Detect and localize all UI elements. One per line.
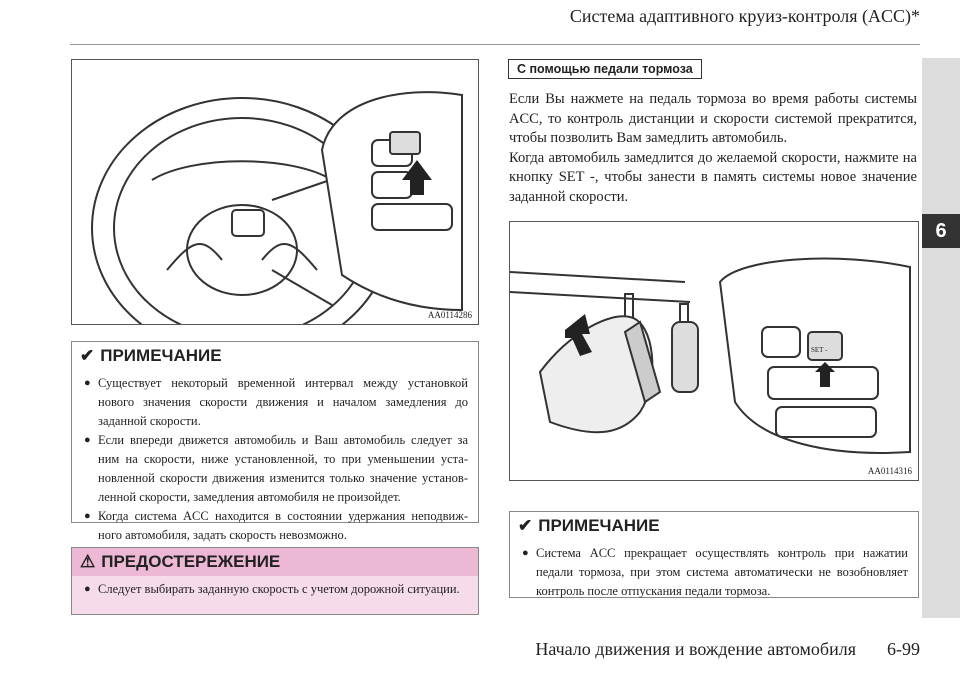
chapter-number-badge: 6 bbox=[922, 214, 960, 248]
note-item: ● Если впереди движется автомобиль и Ваш автомобиль следует за ним на скорости, ниже установленной, то при уменьшении уста-новленной скорости движения изменится только значение установ-ленной скорости, замедления автомобиля не произойдет. bbox=[98, 431, 468, 507]
figure-id: AA0114316 bbox=[867, 466, 912, 476]
note-title: ПРИМЕЧАНИЕ bbox=[538, 516, 660, 535]
warning-triangle-icon: ⚠ bbox=[80, 552, 96, 571]
caution-item: ● Следует выбирать заданную скорость с учетом дорожной ситуации. bbox=[98, 580, 468, 599]
steering-wheel-illustration bbox=[72, 60, 478, 324]
footer-section: Начало движения и вождение автомобиля bbox=[535, 639, 856, 659]
note-header bbox=[510, 512, 918, 540]
figure-id: AA0114286 bbox=[427, 310, 472, 320]
caution-list bbox=[72, 576, 478, 605]
body-paragraph: Когда автомобиль замедлится до желаемой скорости, нажмите на кнопку SET -, чтобы занести в память системы новое значение заданной скорости. bbox=[509, 149, 917, 205]
brake-section-text bbox=[509, 90, 917, 207]
note-title: ПРИМЕЧАНИЕ bbox=[100, 346, 222, 365]
set-minus-button-label: SET - bbox=[811, 346, 828, 354]
caution-box bbox=[71, 547, 479, 615]
note-list bbox=[510, 540, 918, 607]
brake-section-label: С помощью педали тормоза bbox=[508, 59, 702, 79]
note-item: ● Когда система ACC находится в состоянии удержания неподвиж-ного автомобиля, задать скорость невозможно. bbox=[98, 507, 468, 545]
page-number: 6-99 bbox=[887, 639, 920, 659]
body-paragraph: Если Вы нажмете на педаль тормоза во время работы системы ACC, то контроль дистанции и скорости системой прекратится, чтобы позволить Вам замедлить автомобиль. bbox=[509, 91, 917, 146]
page-footer bbox=[535, 639, 920, 660]
note-box-right bbox=[509, 511, 919, 598]
note-item: ● Существует некоторый временной интервал между установкой нового значения скорости движения и началом замедления до заданной скорости. bbox=[98, 374, 468, 431]
note-check-icon: ✔ bbox=[80, 346, 95, 365]
brake-pedal-figure bbox=[509, 221, 919, 481]
steering-wheel-figure bbox=[71, 59, 479, 325]
brake-pedal-illustration bbox=[510, 222, 918, 480]
note-check-icon: ✔ bbox=[518, 516, 533, 535]
caution-title: ПРЕДОСТЕРЕЖЕНИЕ bbox=[101, 552, 281, 571]
header-divider bbox=[70, 44, 920, 45]
note-list bbox=[72, 370, 478, 551]
note-box-left bbox=[71, 341, 479, 542]
page-header-title: Система адаптивного круиз-контроля (ACC)* bbox=[569, 6, 920, 26]
note-item: ● Система ACC прекращает осуществлять контроль при нажатии педали тормоза, при этом система автоматически не возобновляет контроль после отпускания педали тормоза. bbox=[536, 544, 908, 601]
caution-header bbox=[72, 548, 478, 576]
chapter-side-tab bbox=[922, 58, 960, 618]
note-header bbox=[72, 342, 478, 370]
